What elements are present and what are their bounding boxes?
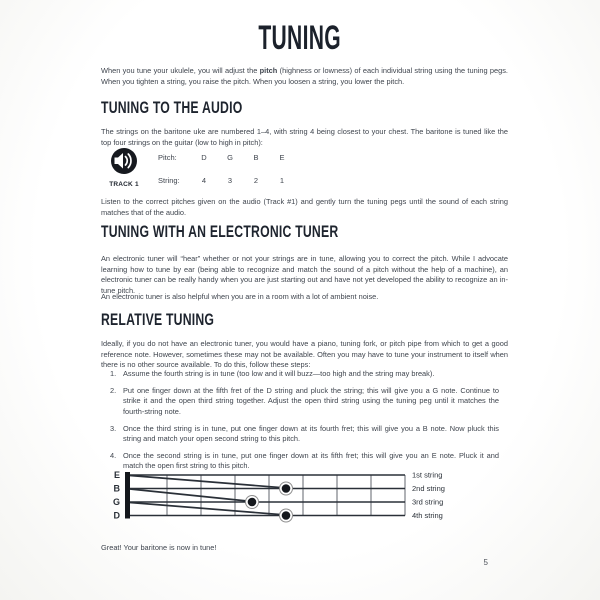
relative-tuning-steps [101, 369, 499, 478]
fretboard-diagram [105, 467, 465, 530]
nut-bar [125, 472, 130, 519]
page-title: TUNING [258, 19, 342, 57]
pitch-row [158, 153, 295, 162]
audio-paragraph-1: The strings on the baritone uke are numbered 1–4, with string 4 being closest to your chest. The baritone is tuned like the top four strings on the guitar (low to high in pitch): [101, 127, 508, 147]
string-pitch-label: E [113, 470, 120, 480]
string-row [158, 176, 295, 185]
string-name-label: 4th string [412, 511, 443, 521]
pitch-string-table [158, 153, 295, 185]
string-number: 4 [201, 175, 207, 185]
string-name-label: 3rd string [412, 497, 444, 507]
fret-dot [282, 484, 291, 493]
string-number: 1 [279, 175, 285, 185]
pitch-value: B [253, 153, 259, 162]
pitch-value: D [201, 153, 207, 162]
closing-line: Great! Your baritone is now in tune! [101, 543, 217, 553]
step-item-3: Once the third string is in tune, put one finger down at its fourth fret; this will give you a B note. Now pluck this string and match your open second string to this pitch. [123, 423, 499, 444]
step-item-1: Assume the fourth string is in tune (too low and it will buzz—too high and the string may break). [123, 369, 435, 378]
fret-dot [248, 498, 257, 507]
string-pitch-label: B [113, 483, 120, 494]
string-row-label: String: [158, 175, 180, 185]
string-pitch-label: D [113, 510, 120, 521]
audio-speaker-icon [110, 147, 138, 175]
string-pitch-label: G [112, 497, 120, 507]
intro-paragraph: When you tune your ukulele, you will adjust the pitch (highness or lowness) of each individual string using the tuning pegs. When you tighten a string, you raise the pitch. When you loosen a string, you lower the pitch. [101, 66, 508, 86]
fretboard-svg [105, 467, 465, 525]
page-number: 5 [483, 558, 488, 567]
heading-relative-tuning: RELATIVE TUNING [101, 310, 215, 329]
pitch-value: G [227, 153, 233, 162]
electronic-paragraph-2: An electronic tuner is also helpful when you are in a room with a lot of ambient noise. [101, 292, 379, 302]
connection-line [130, 503, 286, 516]
audio-track-row [101, 146, 508, 194]
bold-term-pitch: pitch [259, 66, 278, 76]
string-number: 2 [253, 175, 259, 185]
step-item-2: Put one finger down at the fifth fret of the D string and pluck the string; this will give you a G note. Continue to strike it and the open third string together. Adjust the open third string using the tuning peg until it matches the fourth-string note. [123, 385, 499, 416]
heading-tuning-to-audio: TUNING TO THE AUDIO [101, 98, 243, 117]
electronic-paragraph-1: An electronic tuner will “hear” whether or not your strings are in tune, allowing you to correct the pitch. While I advocate learning how to tune by ear (being able to recognize and match the sound of a pitch without the help of a machine), an electronic tuner can be really handy when you are just starting out and have not yet developed the ability to recognize an in-tune pitch. [101, 254, 508, 295]
string-name-label: 1st string [412, 470, 443, 480]
pitch-row-label: Pitch: [158, 153, 177, 162]
step-item-4: Once the second string is in tune, put one finger down at its fifth fret; this will give you an E note. Pluck it and match the open first string to this pitch. [123, 450, 499, 471]
audio-paragraph-2: Listen to the correct pitches given on the audio (Track #1) and gently turn the tuning pegs until the sound of each string matches that of the audio. [101, 197, 508, 217]
connection-line [130, 489, 252, 502]
track-number-label: TRACK 1 [109, 181, 139, 188]
pitch-value: E [279, 153, 285, 162]
heading-electronic-tuner: TUNING WITH AN ELECTRONIC TUNER [101, 222, 339, 241]
relative-paragraph: Ideally, if you do not have an electronic tuner, you would have a piano, tuning fork, or pitch pipe from which to get a good reference note. However, sometimes these may not be available. Often you may have to tune your instrument to itself when there is no other source available. To do this, follow these steps: [101, 339, 508, 370]
string-name-label: 2nd string [412, 484, 445, 494]
string-number: 3 [227, 175, 233, 185]
fret-dot [282, 511, 291, 520]
connection-line [130, 476, 286, 489]
